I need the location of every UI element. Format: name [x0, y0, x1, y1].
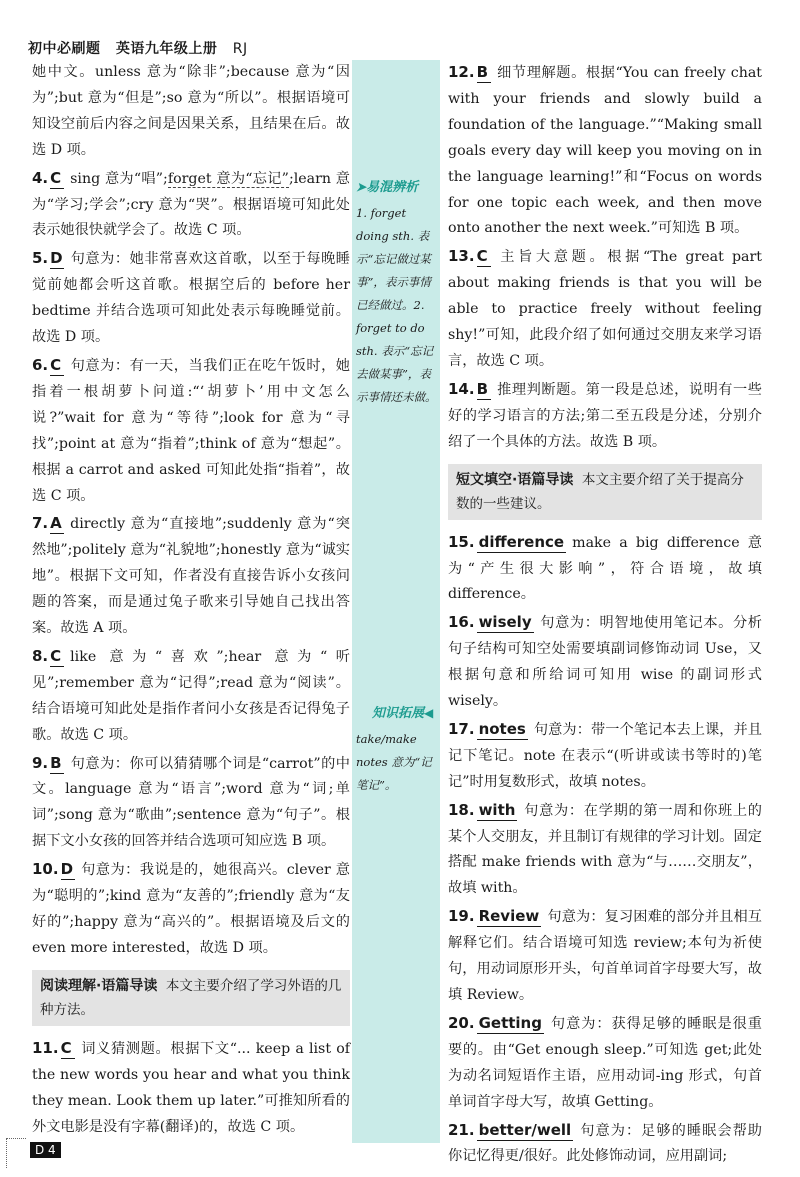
- arrow-icon: ➤: [356, 180, 367, 194]
- answer-item-8: 8. C like 意为“喜欢”;hear 意为“听见”;remember 意为“记得”;read 意为“阅读”。结合语境可知此处是指作者问小女孩是否记得兔子歌。故选 C 项。: [32, 646, 350, 743]
- left-column: [32, 60, 350, 1142]
- section-banner-cloze: 短文填空·语篇导读 本文主要介绍了关于提高分数的一些建议。: [448, 464, 762, 520]
- section-banner-reading: 阅读理解·语篇导读 本文主要介绍了学习外语的几种方法。: [32, 970, 350, 1026]
- answer-item-4: 4. C sing 意为“唱”;forget 意为“忘记”;learn 意为“学习;学会”;cry 意为“哭”。根据语境可知此处表示她很快就学会了。故选 C 项。: [32, 168, 350, 239]
- answer-item-9: 9. B 句意为：你可以猜猜哪个词是“carrot”的中文。language 意为“语言”;word 意为“词;单词”;song 意为“歌曲”;sentence 意为“句子”。根据下文小女孩的回答并结合选项可知应选 B 项。: [32, 753, 350, 850]
- answer-item-7: 7. A directly 意为“直接地”;suddenly 意为“突然地”;politely 意为“礼貌地”;honestly 意为“诚实地”。根据下文可知，作者没有直接告诉小女孩问题的答案，而是通过兔子歌来引导她自己找出答案。故选 A 项。: [32, 514, 350, 637]
- answer-item-18: 18. with 句意为：在学期的第一周和你班上的某个人交朋友，并且制订有规律的学习计划。固定搭配 make friends with 意为“与……交朋友”，故填 with。: [448, 800, 762, 897]
- answer-item-14: 14. B 推理判断题。第一段是总述，说明有一些好的学习语言的方法;第二至五段是分述，分别介绍了一个具体的方法。故选 B 项。: [448, 379, 762, 450]
- sidebar-note-notes: take/make notes 意为“记笔记”。: [356, 732, 432, 792]
- right-column: [448, 60, 762, 1172]
- edition-label: RJ: [232, 41, 248, 57]
- answer-item-19: 19. Review 句意为：复习困难的部分并且相互解释它们。结合语境可知选 review;本句为祈使句，用动词原形开头，句首单词首字母要大写，故填 Review。: [448, 907, 762, 1003]
- answer-item-12: 12. B 细节理解题。根据“You can freely chat with your friends and slowly build a foundation of the language.”“Making small goals every day will keep you moving on in the language learning!”和“Focus on words for one topic each week, and then move onto another the next week.”可知选 B 项。: [448, 63, 762, 237]
- sidebar-note-forget: 1. forget doing sth. 表示“忘记做过某事”，表示事情已经做过。2. forget to do sth. 表示“忘记去做某事”，表示事情还未做。: [356, 206, 437, 404]
- answer-item-10: 10. D 句意为：我说是的，她很高兴。clever 意为“聪明的”;kind 意为“友善的”;friendly 意为“友好的”;happy 意为“高兴的”。根据语境及后文的 even more interested，故选 D 项。: [32, 860, 350, 956]
- answer-item-13: 13. C 主旨大意题。根据“The great part about making friends is that you will be able to practice freely without feeling shy!”可知，此段介绍了如何通过交朋友来学习语言，故选 C 项。: [448, 247, 762, 369]
- page-number: D 4: [30, 1142, 61, 1158]
- sidebar-title-confusion: ➤易混辨析: [356, 180, 419, 195]
- answer-item-6: 6. C 句意为：有一天，当我们正在吃午饭时，她指着一根胡萝卜问道:“‘胡萝卜’用中文怎么说?”wait for 意为“等待”;look for 意为“寻找”;point at 意为“指着”;think of 意为“想起”。根据 a carrot and asked 可知此处指“指着”，故选 C 项。: [32, 355, 350, 504]
- answer-item-20: 20. Getting 句意为：获得足够的睡眠是很重要的。由“Get enough sleep.”可知选 get;此处为动名词短语作主语，应用动词-ing 形式，句首单词首字母大写，故填 Getting。: [448, 1013, 762, 1110]
- answer-item-5: 5. D 句意为：她非常喜欢这首歌，以至于每晚睡觉前她都会听这首歌。根据空后的 before her bedtime 并结合选项可知此处表示每晚睡觉前。故选 D 项。: [32, 249, 350, 346]
- page-header: [28, 38, 258, 58]
- continued-text: 她中文。unless 意为“除非”;because 意为“因为”;but 意为“但是”;so 意为“所以”。根据语境可知设空前后内容之间是因果关系，且结果在后。故选 D 项。: [32, 64, 350, 158]
- answer-item-15: 15. difference make a big difference 意为“产生很大影响”，符合语境，故填 difference。: [448, 532, 762, 603]
- answer-item-11: 11. C 词义猜测题。根据下文“... keep a list of the new words you hear and what you think they mean. Look them up later.”可推知所看的外文电影是没有字幕(翻译)的，故选 C 项。: [32, 1038, 350, 1135]
- sidebar-title-extension: 知识拓展◀: [372, 706, 434, 721]
- answer-item-16: 16. wisely 句意为：明智地使用笔记本。分析句子结构可知空处需要填副词修饰动词 Use，又根据句意和所给词可知用 wise 的副词形式 wisely。: [448, 613, 762, 710]
- answer-item-17: 17. notes 句意为：带一个笔记本去上课，并且记下笔记。note 在表示“(听讲或读书等时的)笔记”时用复数形式，故填 notes。: [448, 719, 762, 790]
- answer-item-21: 21. better/well 句意为：足够的睡眠会帮助你记忆得更/很好。此处修饰动词，应用副词;: [448, 1120, 762, 1165]
- book-title: 初中必刷题: [28, 41, 101, 57]
- arrow-icon: ◀: [424, 706, 434, 720]
- subject-title: 英语九年级上册: [115, 41, 218, 57]
- corner-decoration: [6, 1138, 26, 1168]
